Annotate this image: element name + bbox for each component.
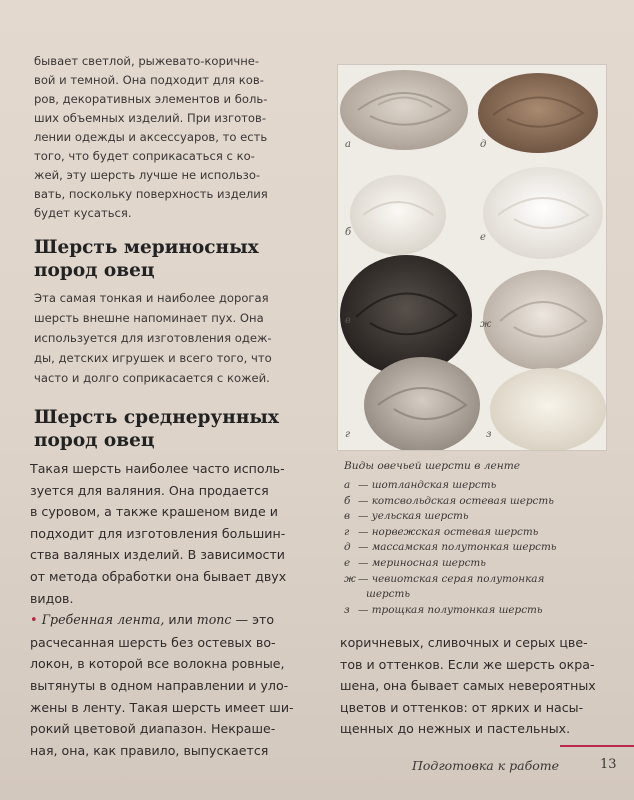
text-line: локон, в которой все волокна ровные, <box>30 656 285 672</box>
photo-label-z: з <box>486 429 492 440</box>
footer-section-title: Подготовка к работе <box>412 758 560 773</box>
text-line: вой и темной. Она подходит для ков- <box>34 73 264 87</box>
caption-item: д — массамская полутонкая шерсть <box>344 541 557 554</box>
wool-photo <box>338 65 606 450</box>
photo-label-zh: ж <box>480 319 492 330</box>
heading-line: Шерсть среднерунных <box>34 407 279 428</box>
right-column-paragraph <box>340 632 612 740</box>
heading-line: Шерсть мериносных <box>34 237 259 258</box>
photo-label-b: б <box>345 227 352 238</box>
text-line: жены в ленту. Такая шерсть имеет ши- <box>30 699 294 715</box>
text-line: вать, поскольку поверхность изделия <box>34 187 268 201</box>
caption-title: Виды овечьей шерсти в ленте <box>344 460 521 472</box>
text-line: расчесанная шерсть без остевых во- <box>30 634 276 650</box>
footer-accent-rule <box>560 745 634 747</box>
text-line: шерсть внешне напоминает пух. Она <box>34 311 264 325</box>
text-line: ших объемных изделий. При изготов- <box>34 111 267 125</box>
caption-item: а — шотландская шерсть <box>344 479 497 491</box>
photo-label-d: д <box>480 139 487 150</box>
wool-roll-e <box>483 167 603 259</box>
wool-roll-d <box>478 73 598 153</box>
text-line: щенных до нежных и пастельных. <box>340 721 571 737</box>
wool-roll-a <box>340 70 468 150</box>
text-line: ства валяных изделий. В зависимости <box>30 547 285 563</box>
text-fragment: — это <box>231 612 275 628</box>
text-line: тов и оттенков. Если же шерсть окра- <box>340 656 595 672</box>
merino-paragraph <box>34 288 318 388</box>
caption-item: б — котсвольдская остевая шерсть <box>344 494 554 507</box>
heading-line: пород овец <box>34 430 155 451</box>
text-line: будет кусаться. <box>34 206 132 220</box>
wool-roll-zh <box>483 270 603 370</box>
text-line: Такая шерсть наиболее часто исполь- <box>30 461 285 476</box>
term-tops: топс <box>196 612 232 628</box>
text-line: цветов и оттенков: от ярких и насы- <box>340 699 584 715</box>
caption-item: г — норвежская остевая шерсть <box>344 525 539 538</box>
medium-wool-paragraph <box>30 458 326 761</box>
caption-item: е — мериносная шерсть <box>344 556 486 569</box>
text-line: коричневых, сливочных и серых цве- <box>340 635 588 650</box>
heading-line: пород овец <box>34 260 155 281</box>
text-line: лении одежды и аксессуаров, то есть <box>34 130 268 144</box>
page-number: 13 <box>600 757 617 772</box>
text-line: Эта самая тонкая и наиболее дорогая <box>34 291 269 305</box>
photo-label-e: е <box>480 232 486 243</box>
bullet-icon: • <box>30 613 38 629</box>
wool-roll-v <box>340 255 472 375</box>
term-combed-top: Гребенная лента, <box>41 612 165 628</box>
text-line: того, что будет соприкасаться с ко- <box>34 149 255 163</box>
text-line: вытянуты в одном направлении и уло- <box>30 677 289 693</box>
photo-label-v: в <box>345 315 351 326</box>
intro-text <box>34 52 322 223</box>
text-line: видов. <box>30 590 74 606</box>
photo-label-a: а <box>345 139 351 150</box>
text-line: шена, она бывает самых невероятных <box>340 678 596 694</box>
caption-item: з — трощкая полутонкая шерсть <box>344 603 543 616</box>
wool-roll-z <box>490 368 606 450</box>
text-line: зуется для валяния. Она продается <box>30 482 269 498</box>
text-line: от метода обработки она бывает двух <box>30 568 287 584</box>
text-line: ды, детских игрушек и всего того, что <box>34 351 272 365</box>
text-line: часто и долго соприкасается с кожей. <box>34 371 270 385</box>
photo-label-g: г <box>345 429 351 440</box>
intro-paragraph <box>34 52 322 223</box>
caption-item: в — уельская шерсть <box>344 510 469 523</box>
text-line: ров, декоративных элементов и боль- <box>34 92 268 106</box>
text-line: подходит для изготовления большин- <box>30 525 286 541</box>
caption-item-continuation: шерсть <box>366 588 410 601</box>
wool-roll-g <box>364 357 480 450</box>
text-line: бывает светлой, рыжевато-коричне- <box>34 54 260 68</box>
text-line: в суровом, а также крашеном виде и <box>30 504 278 520</box>
merino-heading <box>34 236 324 282</box>
text-fragment: или <box>164 612 197 628</box>
caption-list <box>344 478 606 618</box>
caption-item: ж — чевиотская серая полутонкая <box>344 572 545 585</box>
wool-roll-b <box>350 175 446 255</box>
text-line: ная, она, как правило, выпускается <box>30 742 269 758</box>
text-line: рокий цветовой диапазон. Некраше- <box>30 721 276 737</box>
medium-wool-heading <box>34 406 334 452</box>
text-line: используется для изготовления одеж- <box>34 331 272 345</box>
text-line: жей, эту шерсть лучше не использо- <box>34 168 261 182</box>
wool-rolls-image <box>338 65 606 450</box>
